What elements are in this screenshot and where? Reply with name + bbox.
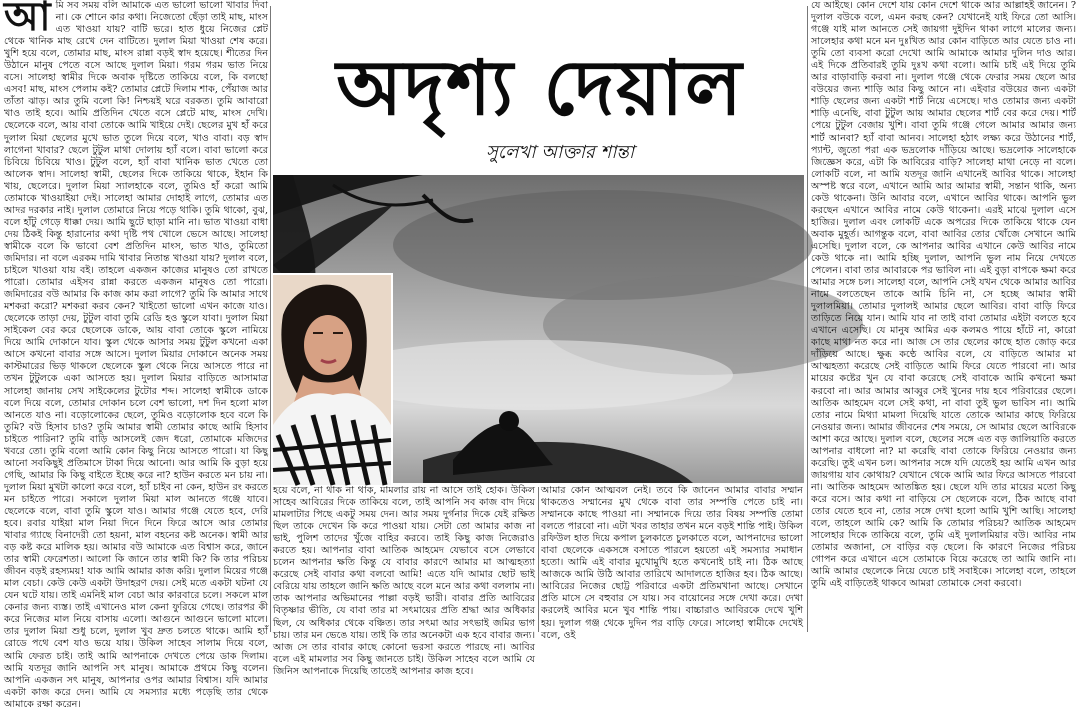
column-divider	[538, 487, 539, 632]
article-column-2	[273, 485, 535, 677]
article-column-3	[541, 485, 803, 641]
column-4-text: যে আইছে। কোন দেশে যায় কোন দেশে থাকে আর আল্লাহই জানেন। ? দুলাল বউকে বলে, এমন করছ কেন? যেখানেই যাই ফিরে তো আসি। গঞ্জে যাই মাল আনতে সেই জায়গা দুইদিন থাকা লাগে মালের জন্য। সালেহার কথা মনে মন দুঃখিত আর কোন বাড়িতে আর যেতে চাও না। তুমি তো ব্যবসা করো দেখো আমি আমাকে আমার দুলিন দাও আর। এই দিকে প্রতিবারই তুমি দুঃখ কথা বলো। আমি চাই এই দিয়ে তুমি আর বাড়াবাড়ি করবা না। দুলাল গঞ্জে থেকে ফেরার সময় ছেলে আর বউয়ের জন্য শাড়ি আর কিছু আনে না। এইবার বউয়ের জন্য একটা শাড়ি ছেলের জন্য একটা শার্ট নিয়ে এসেছে। দাও তোমার জন্য একটা শাড়ি এনেছি, বাবা টুটুল আয় আমার ছেলের শার্ট বের করে দেয়। শার্ট পেয়ে টুটুল বেজায় খুশি। বাবা তুমি গঞ্জে গেলে আমার আমার জন্য শার্ট আনবা? হ্যাঁ বাবা আনব। সালেহা হঠাৎ লক্ষ্য করে উঠানের শার্ট, প্যান্ট, জুতো পরা এক ভদ্রলোক দাঁড়িয়ে আছে। ভদ্রলোক সালেহাকে জিজ্ঞেস করে, এটা কি আবিরের বাড়ি? সালেহা মাথা নেড়ে না বলে। লোকটি বলে, না আমি যতদূর জানি এখানেই আবির থাকে। সালেহা অস্পষ্ট স্বরে বলে, এখানে আমি আর আমার স্বামী, সন্তান থাকি, অন্য কেউ থাকেনা। উনি আবার বলে, এখানে আবির থাকে। আপনি ভুল করছেন এখানে আবির নামে কেউ থাকেনা। এরই মাঝে দুলাল এসে হাজির। দুলাল এবং লোকটি একে অপরের দিকে তাকিয়ে থাকে যেন অবাক মুহূর্ত। আগন্তুক বলে, বাবা আবির তোর খোঁজে সেখানে আমি এসেছি। দুলাল বলে, কে আপনার আবির এখানে কেউ আবির নামে কেউ থাকে না। আমি হচ্ছি দুলাল, আপনি ভুল নাম নিয়ে দেখতে পেলেন। বাবা তার আবারকে পর ভাবিল না। এই বুড়া বাপকে ক্ষমা করে আমার সঙ্গে চল। সালেহা বলে, আপনি সেই যখন থেকে আমার আবির নামে বলতেছেন তাকে আমি চিনি না, সে হচ্ছে আমার স্বামী দুলালমিয়া। তোমার দুলালই আমার ছেলে আবির। বাবা বাড়ি ফিরে তাড়িতে নিয়ে যান। আমি যাব না তাই বাবা তোমার এইটা বলতে হবে এখানে এসেছি। যে মানুষ আমির এক কলমও পায়ে হাঁটে না, কারো কাছে মাথা নত করে না। আজ সে তার ছেলের কাছে হাত জোড় করে দাঁড়িয়ে আছে। ক্ষুব্ধ কণ্ঠে আবির বলে, যে বাড়িতে আমার মা আত্মহত্যা করেছে সেই বাড়িতে আমি ফিরে যেতে পারবো না। আর মায়ের কষ্টের খুন যে বাবা করেছে সেই বাবাকে আমি কখনো ক্ষমা করবো না। আর আমার আব্বুর সেই খুনের দায় হবে পরিবারের ছেলে। আতিক আহমেদ বলে সেই কথা, না বাবা তুই ভুল ভাবিস না। আমি তোর নামে মিথ্যা মামলা দিয়েছি যাতে তোকে আমার কাছে ফিরিয়ে নেওয়ার জন্য। আমার জীবনের শেষ সময়ে, সে আমার ছেলে আবিরকে আশা করে আছে। দুলাল বলে, ছেলের সঙ্গে এত বড় জালিয়াতি করতে আপনার বাধলো না? মা করেছি বাবা তোকে ফিরিয়ে নেওয়ার জন্য করেছি। তুই এখন চল। আপনার সঙ্গে যদি যেতেই হয় আমি এখন আর জায়গায় যাব কোথায়? যেখানে থেকে আমি আর ফিরে আসতে পারবো না। আতিক আহমেদ আতঙ্কিত হয়। ছেলে যদি তার মায়ের মতো কিছু করে বসে। আর কথা না বাড়িয়ে সে ছেলেকে বলে, ঠিক আছে বাবা তোর যেতে হবে না, তোর সঙ্গে দেখা হলো আমি খুশি আছি। সালেহা বলে, তাহলে আমি কে? আমি কি তোমার পরিচয়? আতিক আহমেদ সালেহার দিকে তাকিয়ে বলে, তুমি এই দুলালমিয়ার বউ। আবির নাম তোমার অজানা, সে বাড়ির বড় ছেলে। কি কারণে নিজের পরিচয় গোপন করে এখানে এসে তোমাকে বিয়ে করেছে তা আমি জানি না। আমি আমার ছেলেকে নিয়ে যেতে চাই সবাইকে। সালেহা বলে, তাহলে তুমি এই বাড়িতেই থাকবে আমরা তোমাকে সেবা করবো।	[811, 0, 1076, 590]
column-1-text: মি সব সময় বলি আমাকে এত ভালো ভালো খাবার দিবা না। কে শোনে কার কথা। নিজেতো ছেঁড়া তাই মাছ, মাংস এত খাওয়া যায়? বাটি ভরে। হাত ধুয়ে নিজের প্লেট থেকে খানিক মাছ রেখে দেন বাটিতে। দুলাল মিয়া খাওয়া শেষ করে। খুশি হয়ে বলে, তোমার মাছ, মাংস রান্না বড়ই স্বাদ হয়েছে। শীতের দিন উঠানে মানুষ পেতে বসে আছে দুলাল মিয়া। গরম গরম ভাত নিয়ে বসে। সালেহা স্বামীর দিকে অবাক দৃষ্টিতে তাকিয়ে বলে, কি বলছো এসব! মাছ, মাংস পেলাম কই? তোমার প্লেটে দিলাম শাক, পেঁয়াজ আর তাঁতা ঝাড়। আর তুমি বলো কি! নিশ্চয়ই ঘরে বরকত। তুমি আবারো খাও তাই হবে। আমি প্রতিদিন খেতে বসে প্লেটে মাছ, মাংস দেখি। ছেলেকে বলে, আয় বাবা তোকে আমি খাইয়ে দেই। ছেলের মুখ হাঁ করে দুলাল মিয়া ছেলের মুখে ভাত তুলে দিয়ে বলে, খাও বাবা। বড় স্বাদ লাগেনা খাবার? ছেলে টুটুল মাথা দোলায় হ্যাঁ বলে। বাবা ভালো করে চিবিয়ে চিবিয়ে খাও। টুটুল বলে, হ্যাঁ বাবা খানিক ভাত খেতে তো আলেক স্বাদ। সালেহা স্বামী, ছেলের দিকে তাকিয়ে থাকে, ইহান কি খায়, ছেলেরে। দুলাল মিয়া স্যালহাকে বলে, তুমিও হাঁ করো আমি তোমাকে খাওয়াইয়া দেই। সালেহা আমার দোহাই লাগে, তোমার এত আদর দরকার নাই। দুলাল তোমারে নিয়ে পড়ে থাকি। তুমি থাকো, বুঝ, বলে হাঁটু গেড়ে ধাক্কা দেয়। আমি ছুটে ছাড়া মানি না। ভাত খাওয়া বাধা দেয় ঠিকই কিন্তু হারানোর কথা দৃষ্টি পথ খোলে ভেসে আছে। সালেহা স্বামীকে বলে কি ভাবো বেশ প্রতিদিন মাংস, ভাত খাও, তুমিতো জমিদার। না বলে এরকম দামি খাবার নিতান্ত খাওয়া যায়? দুলাল বলে, চাইলে খাওয়া যায় বই। তাহলে একজন কাজের মানুষও তো রাখতে পারো। তোমার এইসব রান্না করতে একজন মানুষও তো পারো। জমিদারের বউ আমার কি কাজ কাম করা লাগে? তুমি কি আমার সাথে মশকরা করো? মশকরা করব কেন? খাইতো ভালো এখন কাজে যাও। ছেলেকে তাড়া দেয়, টুটুল বাবা তুমি রেডি হও স্কুলে যাবা। দুলাল মিয়া সাইকেল বের করে ছেলেকে ডাকে, আয় বাবা তোকে স্কুলে নামিয়ে দিয়ে আমি দোকানে যাব। স্কুল থেকে আসার সময় টুটুল কখনো একা আসে কখনো বাবার সঙ্গে আসে। দুলাল মিয়ার দোকানে অনেক সময় কাস্টমারের ভিড় থাকলে ছেলেকে স্কুল থেকে নিয়ে আসতে পারে না তখন টুটুলকে একা আসতে হয়। দুলাল মিয়ার বাড়িতে আসামাত্র সালেহা জানায় সেখ সাইকেলের টুটোর শব্দ। সালেহা স্বামীকে ডাকে বলে দিয়ে বলে, তোমার দোকান চলে বেশ ভালো, দশ দিন হলো মাল আনতে যাও না। বড়োলোকের ছেলে, তুমিও বড়োলোক হবে বলে কি তুমি? বউ হিসাব চাও? তুমি আমার স্বামী তোমার কাছে আমি হিসাব চাইতে পারিনা? তুমি বাড়ি আসলেই জেদ ধরো, তোমাকে মজিদের খবরে তো। তুমি বলো আমি কোন কিছু নিয়ে আসতে পারো। যা কিছু আনো সবকিছুই প্রতিমাসে টাকা দিয়ে আনো। আর আমি কি বুড়া হয়ে গেছি, আমার কি কিছু বাইতে ইচ্ছে করে না? হাউন করতে মন চায় না। দুলাল মিয়া মুখটা কালো করে বলে, হ্যাঁ চাইব না কেন, হাউন রং করতে মন চাইতে পারে। সকালে দুলাল মিয়া মাল আনতে গঞ্জে যাবে। ছেলেকে বলে, বাবা তুমি স্কুলে যাও। আমার গঞ্জে যেতে হবে, দেরি হবে। রবার যাইয়া মাল নিয়া দিনে দিনে ফিরে আসে আর তোমার খাবার গ্যাছে বিনাদেরী তো হয়না, মাল বহনের কষ্ট অনেক। স্বামী আর বড় কষ্ট করে মালিক হয়। আমার বউ আমাকে এত বিশ্বাস করে, জানে তার স্বামী ফেরেশতা। আলো কি জানে তার স্বামী কি? কি তার পরিচয় জীবন বড়ই রহস্যময়! যাক আমি আমার কাজ করি। দুলাল মিয়ের গঞ্জে মাল বেচা। কেউ কেউ একটা উদাহরণ দেয়। সেই মতে একটা ঘটনা যে যেন ঘটে যায়। তাই এমনিই মাল বেচা আর কারবারে চলে। সকলে মাল কেনার জন্য ব্যস্ত। তাই এখানেও মাল কেনা ফুরিয়ে গেছে। তারপর কী করে নিজের মাল নিয়ে বাসায় এলো। আগুনে আগুনে ভালো মালে। তার দুলাল মিয়া শুধু চলে, দুলাল খুব দ্রুত চলতে থাকে। আমি হ্যাঁ রোডে পথে বেশ যাও ভয়ে যায়। উকিল সাহেব সালাম দিয়ে বলে, আমি ফেরত চাই। তাই আমি আপনাকে দেখতে পেয়ে ডাক দিলাম। আমি যতদূর জানি আপনি সৎ মানুষ। আমাকে প্রথমে কিছু বলেন। আপনি একজন সৎ মানুষ, আপনার ওপর আমার বিশ্বাস। যদি আমার একটা কাজ করে দেন। আমি যে সমস্যার মধ্যে পড়েছি তার থেকে আমাকে রক্ষা করেন।	[4, 0, 268, 710]
article-column-4	[811, 0, 1076, 632]
drop-cap: আ	[4, 0, 51, 40]
article-column-1	[4, 0, 268, 710]
column-2-text: হয়ে বলে, না থাক না থাক, মামলার রায় না আসে তাই হোক। উকিল সাহেব আবিরের দিকে তাকিয়ে বলে, তাই আপনি সব কাজ বাদ দিয়ে মামলাটার পিছে একটু সময় দেন। আর সময় দুর্গনার দিকে যেই রক্ষিত ছিল তাকে দেখেন কি করে পাওয়া যায়। সেটা তো আমার কাজ না ভাই, পুলিশ তাদের খুঁজে বাহির করবে। তাই কিছু কাজ নিজেরাও করতে হয়। আপনার বাবা আতিক আহমেদ যেভাবে বসে লেভাবে চলেন আপনার ক্ষতি কিন্তু যে বাবার কারণে আমার মা আত্মহত্যা করেছে সেই বাবার কথা বলবো আমি! এতে যদি আমার ছোট ভাই বেরিয়ে যায় তাহলে জানি ক্ষতি আছে বলে মনে আর কথা বললাম না। তাক আপনার অভিমানের পাল্লা বড়ই ভারী। বাবার প্রতি আবিরের বিতৃষ্ণার ভীতি, যে বাবা তার মা সৎমায়ের প্রতি শ্রদ্ধা আর অধিকার ছিল, যে অধিকার থেকে বঞ্চিত। তার সৎমা আর সৎভাই জমির ভাগ চায়। তার মন ভেঙে যায়। তাই কি তার অনেকটা এক হবে বাবার জন্য। আজ সে তার বাবার কাছে কোনো ভরসা করতে পারছে না। আবির বলে এই মামলার সব কিছু জানতে চাই। উকিল সাহেব বলে আমি যে জিনিস আপনাকে দিয়েছি তাতেই আপনার কাজ হবে।	[273, 485, 535, 677]
column-3-text: আমার কোন আত্মবল নেই। তবে কি জানেন আমার বাবার সম্মান থাকতেও সম্মানের মুখ থেকে বাবা তার সম্পত্তি পেতে চাই না। সম্মানকে কাছে পাওয়া না। সম্মানকে দিয়ে তার বিষয় সম্পত্তি তোমা বলতে পারবো না। এটা খবর তাহার তখন মনে বড়ই শান্তি পাই। উকিল রফিউল হাত দিয়ে কপাল চুলকাতে চুলকাতে বলে, আপনাদের ভালো বাবা ছেলেকে একসঙ্গে বসাতে পারলে হয়তো এই সমস্যার সমাধান হতো। আমি এই বাবার মুখোমুখি হতে কখনোই চাই না। ঠিক আছে আজকে আমি উঠি আবার তারিখে আদালতে হাজির হব। ঠিক আছে। আবিরের নিজের ছোট্ট পরিবারে একটা প্রতিমখানা আছে। সেখানে প্রতি মাসে সে বহুবার সে যায়। সব বায়োনের সঙ্গে দেখা করে। দেখা করলেই আবির মনে খুব শান্তি পায়। বাচ্চারাও আবিরকে দেখে খুশি হয়। দুলাল গঞ্জ থেকে দুদিন পর বাড়ি ফেরে। সালেহা স্বামীকে দেখেই বলে, ওই	[541, 485, 803, 641]
column-divider	[270, 6, 271, 632]
author-photo	[273, 273, 393, 485]
author-byline: সুলেখা আক্তার শান্তা	[485, 142, 635, 163]
article-title: অদৃশ্য দেয়াল	[336, 43, 744, 132]
